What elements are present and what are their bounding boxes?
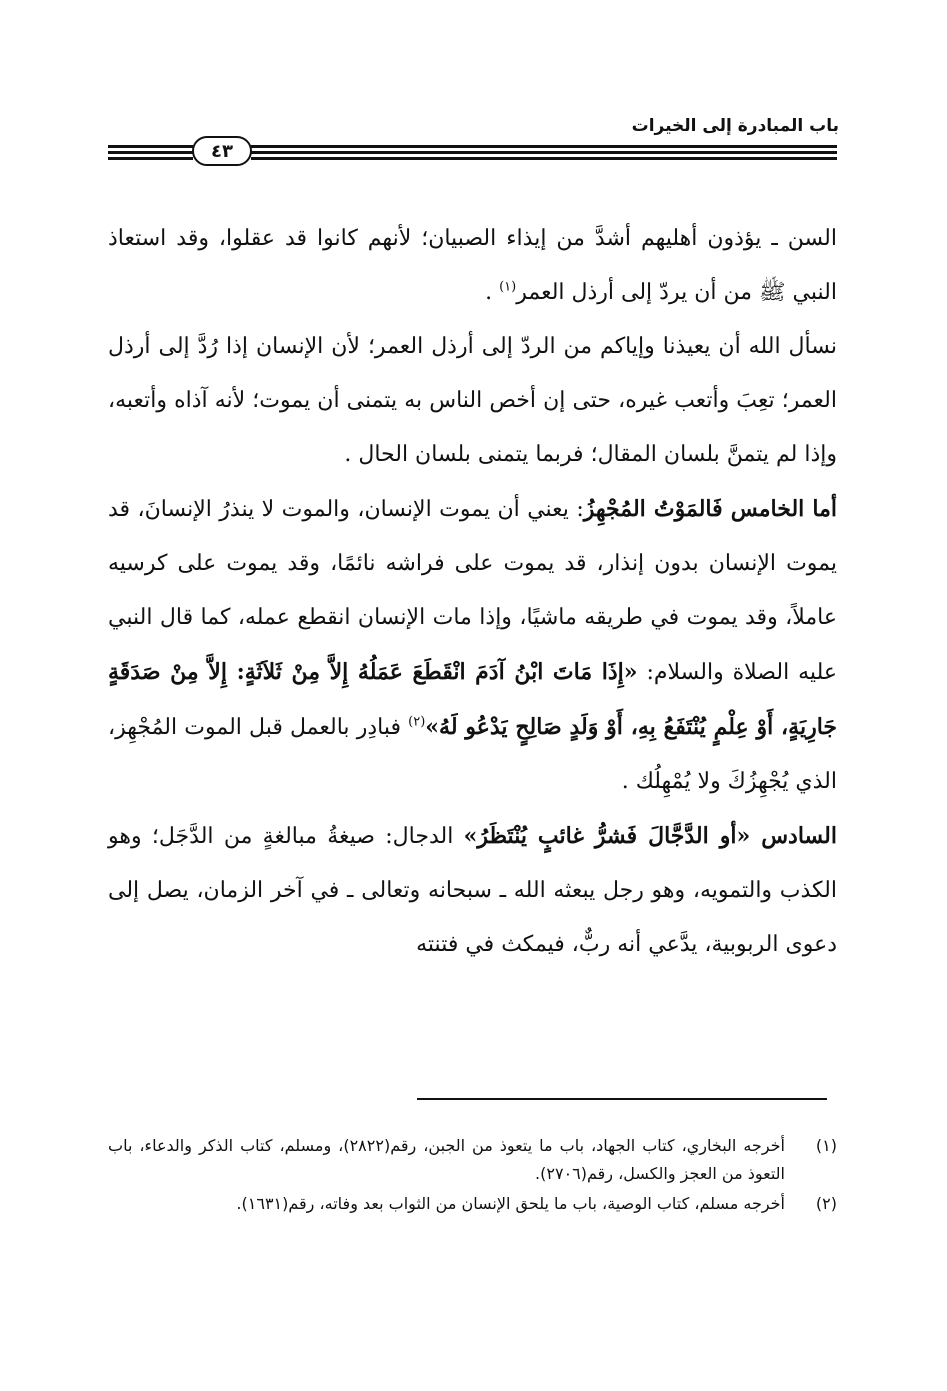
rule-line	[251, 145, 837, 148]
paragraph-text: السن ـ يؤذون أهليهم أشدَّ من إيذاء الصبيان؛ لأنهم كانوا قد عقلوا، وقد استعاذ النبي ﷺ من أن يردّ إلى أرذل العمر	[108, 226, 837, 305]
footnote-text: أخرجه مسلم، كتاب الوصية، باب ما يلحق الإنسان من الثواب بعد وفاته، رقم(١٦٣١).	[236, 1194, 785, 1213]
rule-line	[251, 151, 837, 154]
section-term: فَالمَوْتُ المُجْهِزُ	[583, 496, 723, 522]
paragraph-text: فبادِر بالعمل قبل الموت المُجْهِز، الذي يُجْهِزُكَ ولا يُمْهِلُك .	[108, 715, 837, 794]
paragraph	[108, 809, 837, 972]
footnote-number: (٢)	[815, 1194, 837, 1213]
rule-line	[108, 151, 193, 154]
footnotes	[108, 1132, 837, 1220]
footnote-separator	[417, 1098, 827, 1100]
main-text	[108, 212, 837, 972]
rule-line	[108, 157, 193, 160]
header-rule	[108, 136, 837, 166]
paragraph	[108, 482, 837, 809]
rule-line	[251, 157, 837, 160]
hadith-quote: «إِذَا مَاتَ ابْنُ آدَمَ انْقَطَعَ عَمَلُهُ إِلاَّ مِنْ ثَلاَثَةٍ: إِلاَّ مِنْ صَدَقَةٍ جَارِيَةٍ، أَوْ عِلْمٍ يُنْتَفَعُ بِهِ، أَوْ وَلَدٍ صَالِحٍ يَدْعُو لَهُ»	[108, 659, 838, 740]
page-number: ٤٣	[192, 136, 252, 166]
footnote	[108, 1132, 837, 1188]
footnote	[108, 1190, 837, 1218]
footnote-ref: (١)	[499, 279, 517, 295]
footnote-number: (١)	[815, 1136, 837, 1155]
paragraph	[108, 212, 837, 320]
paragraph: نسأل الله أن يعيذنا وإياكم من الردّ إلى أرذل العمر؛ لأن الإنسان إذا رُدَّ إلى أرذل العمر؛ تعِبَ وأتعب غيره، حتى إن أخص الناس به يتمنى أن يموت؛ لأنه آذاه وأتعبه، وإذا لم يتمنَّ بلسان المقال؛ فربما يتمنى بلسان الحال .	[108, 334, 837, 467]
section-label: السادس	[750, 823, 837, 849]
footnote-text: أخرجه البخاري، كتاب الجهاد، باب ما يتعوذ من الجبن، رقم(٢٨٢٢)، ومسلم، كتاب الذكر والدعاء، باب التعوذ من العجز والكسل، رقم(٢٧٠٦).	[108, 1136, 785, 1183]
section-term: «أو الدَّجَّالَ فَشرُّ غائبٍ يُنْتَظَرُ»	[463, 823, 751, 849]
paragraph-text: .	[485, 280, 500, 305]
section-label: أما الخامس	[722, 496, 837, 522]
rule-line	[108, 145, 193, 148]
paragraph-text: : يعني أن يموت الإنسان، والموت لا ينذرُ الإنسانَ، قد يموت الإنسان بدون إنذار، قد يموت على فراشه نائمًا، وقد يموت على كرسيه عاملاً، وقد يموت في طريقه ماشيًا، وإذا مات الإنسان انقطع عمله، كما قال النبي عليه الصلاة والسلام:	[108, 497, 837, 685]
paragraph-text: الدجال: صيغةُ مبالغةٍ من الدَّجَل؛ وهو الكذب والتمويه، وهو رجل يبعثه الله ـ سبحانه وتعالى ـ في آخر الزمان، يصل إلى دعوى الربوبية، يدَّعي أنه ربٌّ، فيمكث في فتنته	[108, 824, 837, 957]
chapter-title: باب المبادرة إلى الخيرات	[631, 116, 839, 136]
footnote-ref: (٢)	[408, 714, 426, 730]
